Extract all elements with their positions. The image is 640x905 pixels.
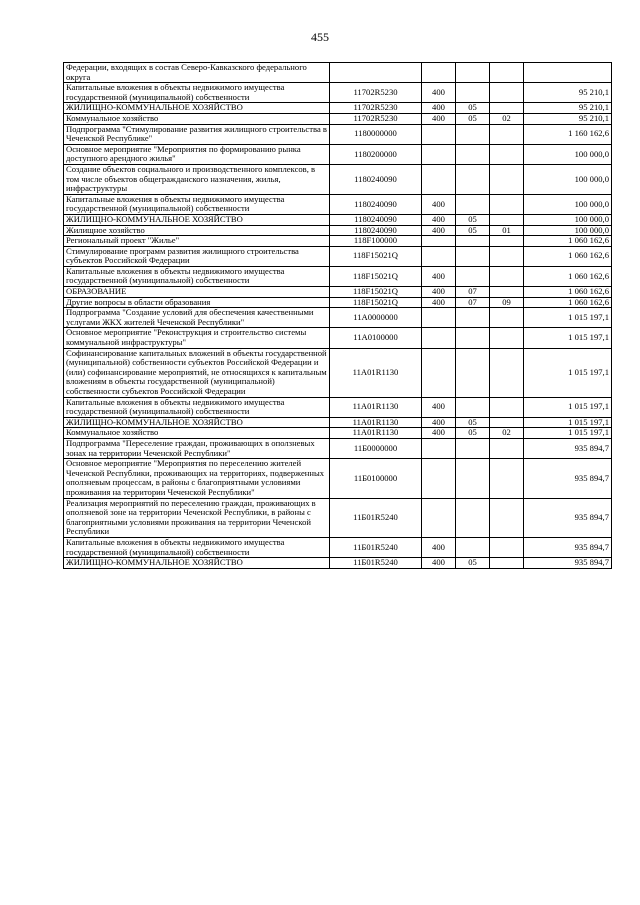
expense-type-code-cell [422,459,456,498]
subsection-code-cell [490,537,524,557]
row-name-cell: Основное мероприятие "Мероприятия по переселению жителей Чеченской Республики, проживающих на территориях, подверженных оползневым процессам, в районы с благоприятными условиями проживания на территории Чеченской Республики" [64,459,330,498]
expense-type-code-cell: 400 [422,297,456,308]
section-code-cell [456,328,490,348]
expense-type-code-cell [422,438,456,458]
table-row [64,537,612,557]
amount-cell: 935 894,7 [524,537,612,557]
amount-cell: 1 015 197,1 [524,397,612,417]
subsection-code-cell [490,236,524,247]
subsection-code-cell [490,558,524,569]
expense-type-code-cell: 400 [422,558,456,569]
row-name-cell: ЖИЛИЩНО-КОММУНАЛЬНОЕ ХОЗЯЙСТВО [64,103,330,114]
section-code-cell [456,537,490,557]
expense-type-code-cell [422,498,456,537]
section-code-cell: 07 [456,297,490,308]
target-article-code-cell: 1180200000 [330,144,422,164]
section-code-cell [456,164,490,194]
table-row [64,459,612,498]
subsection-code-cell: 09 [490,297,524,308]
target-article-code-cell: 11Б01R5240 [330,498,422,537]
section-code-cell: 07 [456,287,490,298]
subsection-code-cell [490,498,524,537]
amount-cell: 1 015 197,1 [524,308,612,328]
table-row [64,144,612,164]
expense-type-code-cell: 400 [422,287,456,298]
row-name-cell: Подпрограмма "Переселение граждан, проживающих в оползневых зонах на территории Чеченской Республики" [64,438,330,458]
row-name-cell: Коммунальное хозяйство [64,113,330,124]
table-row [64,328,612,348]
row-name-cell: Федерации, входящих в состав Северо-Кавказского федерального округа [64,63,330,83]
section-code-cell [456,124,490,144]
table-row [64,308,612,328]
target-article-code-cell: 11702R5230 [330,103,422,114]
target-article-code-cell: 1180000000 [330,124,422,144]
section-code-cell [456,498,490,537]
row-name-cell: ЖИЛИЩНО-КОММУНАЛЬНОЕ ХОЗЯЙСТВО [64,558,330,569]
amount-cell: 1 060 162,6 [524,246,612,266]
expense-type-code-cell: 400 [422,103,456,114]
expense-type-code-cell: 400 [422,113,456,124]
expense-type-code-cell [422,246,456,266]
budget-table [63,62,612,569]
amount-cell: 100 000,0 [524,144,612,164]
amount-cell: 100 000,0 [524,164,612,194]
section-code-cell [456,348,490,397]
expense-type-code-cell: 400 [422,225,456,236]
row-name-cell: Основное мероприятие "Реконструкция и строительство системы коммунальной инфраструктуры" [64,328,330,348]
target-article-code-cell: 11А01R1130 [330,417,422,428]
amount-cell: 1 060 162,6 [524,236,612,247]
section-code-cell [456,438,490,458]
table-row [64,246,612,266]
section-code-cell [456,266,490,286]
target-article-code-cell: 11Б01R5240 [330,558,422,569]
amount-cell: 100 000,0 [524,214,612,225]
table-body [64,63,612,569]
subsection-code-cell [490,328,524,348]
subsection-code-cell [490,103,524,114]
table-row [64,194,612,214]
subsection-code-cell: 02 [490,113,524,124]
expense-type-code-cell [422,63,456,83]
amount-cell: 100 000,0 [524,194,612,214]
subsection-code-cell [490,83,524,103]
target-article-code-cell: 118F100000 [330,236,422,247]
section-code-cell [456,308,490,328]
section-code-cell: 05 [456,103,490,114]
section-code-cell [456,459,490,498]
target-article-code-cell: 118F15021Q [330,297,422,308]
target-article-code-cell: 118F15021Q [330,266,422,286]
amount-cell: 1 060 162,6 [524,287,612,298]
table-row [64,287,612,298]
amount-cell [524,63,612,83]
row-name-cell: Коммунальное хозяйство [64,428,330,439]
table-row [64,498,612,537]
table-row [64,428,612,439]
target-article-code-cell: 1180240090 [330,194,422,214]
section-code-cell: 05 [456,113,490,124]
subsection-code-cell: 01 [490,225,524,236]
subsection-code-cell: 02 [490,428,524,439]
amount-cell: 1 060 162,6 [524,297,612,308]
table-row [64,113,612,124]
subsection-code-cell [490,308,524,328]
table-row [64,558,612,569]
amount-cell: 100 000,0 [524,225,612,236]
expense-type-code-cell [422,124,456,144]
page-number: 455 [311,30,329,44]
amount-cell: 1 160 162,6 [524,124,612,144]
target-article-code-cell: 11Б0100000 [330,459,422,498]
amount-cell: 1 015 197,1 [524,417,612,428]
subsection-code-cell [490,164,524,194]
subsection-code-cell [490,348,524,397]
target-article-code-cell: 11Б0000000 [330,438,422,458]
target-article-code-cell: 1180240090 [330,214,422,225]
section-code-cell [456,83,490,103]
table-row [64,348,612,397]
target-article-code-cell: 11А01R1130 [330,428,422,439]
amount-cell: 1 015 197,1 [524,428,612,439]
row-name-cell: Подпрограмма "Создание условий для обеспечения качественными услугами ЖКХ жителей Чеченской Республики" [64,308,330,328]
target-article-code-cell: 11А0100000 [330,328,422,348]
amount-cell: 95 210,1 [524,113,612,124]
expense-type-code-cell [422,308,456,328]
expense-type-code-cell: 400 [422,397,456,417]
target-article-code-cell: 1180240090 [330,164,422,194]
subsection-code-cell [490,438,524,458]
target-article-code-cell: 11702R5230 [330,83,422,103]
subsection-code-cell [490,397,524,417]
table-row [64,417,612,428]
section-code-cell: 05 [456,428,490,439]
row-name-cell: Подпрограмма "Стимулирование развития жилищного строительства в Чеченской Республике" [64,124,330,144]
table-row [64,266,612,286]
subsection-code-cell [490,63,524,83]
subsection-code-cell [490,266,524,286]
table-row [64,103,612,114]
section-code-cell: 05 [456,214,490,225]
amount-cell: 95 210,1 [524,103,612,114]
amount-cell: 1 015 197,1 [524,348,612,397]
subsection-code-cell [490,417,524,428]
row-name-cell: Основное мероприятие "Мероприятия по формированию рынка доступного арендного жилья" [64,144,330,164]
expense-type-code-cell: 400 [422,537,456,557]
target-article-code-cell: 118F15021Q [330,287,422,298]
section-code-cell [456,246,490,266]
row-name-cell: Капитальные вложения в объекты недвижимого имущества государственной (муниципальной) собственности [64,537,330,557]
subsection-code-cell [490,287,524,298]
section-code-cell [456,236,490,247]
section-code-cell: 05 [456,558,490,569]
target-article-code-cell: 11Б01R5240 [330,537,422,557]
expense-type-code-cell [422,144,456,164]
row-name-cell: ОБРАЗОВАНИЕ [64,287,330,298]
row-name-cell: Реализация мероприятий по переселению граждан, проживающих в оползневой зоне на территории Чеченской Республики, в районы с благоприятными условиями проживания на территории Чеченской Республики [64,498,330,537]
table-row [64,438,612,458]
target-article-code-cell: 118F15021Q [330,246,422,266]
expense-type-code-cell: 400 [422,214,456,225]
subsection-code-cell [490,144,524,164]
table-row [64,397,612,417]
table-row [64,164,612,194]
target-article-code-cell: 11702R5230 [330,113,422,124]
expense-type-code-cell: 400 [422,266,456,286]
row-name-cell: Создание объектов социального и производственного комплексов, в том числе объектов общегражданского назначения, жилья, инфраструктуры [64,164,330,194]
section-code-cell: 05 [456,225,490,236]
table-row [64,214,612,225]
section-code-cell [456,194,490,214]
target-article-code-cell: 11А0000000 [330,308,422,328]
amount-cell: 935 894,7 [524,498,612,537]
amount-cell: 935 894,7 [524,459,612,498]
section-code-cell [456,63,490,83]
table-row [64,124,612,144]
amount-cell: 1 015 197,1 [524,328,612,348]
row-name-cell: Другие вопросы в области образования [64,297,330,308]
row-name-cell: Жилищное хозяйство [64,225,330,236]
section-code-cell [456,397,490,417]
amount-cell: 1 060 162,6 [524,266,612,286]
subsection-code-cell [490,459,524,498]
row-name-cell: Региональный проект "Жилье" [64,236,330,247]
subsection-code-cell [490,194,524,214]
section-code-cell: 05 [456,417,490,428]
expense-type-code-cell: 400 [422,417,456,428]
expense-type-code-cell [422,348,456,397]
amount-cell: 95 210,1 [524,83,612,103]
target-article-code-cell: 11А01R1130 [330,397,422,417]
subsection-code-cell [490,246,524,266]
row-name-cell: ЖИЛИЩНО-КОММУНАЛЬНОЕ ХОЗЯЙСТВО [64,417,330,428]
expense-type-code-cell: 400 [422,194,456,214]
target-article-code-cell: 11А01R1130 [330,348,422,397]
table-row [64,297,612,308]
expense-type-code-cell [422,328,456,348]
target-article-code-cell [330,63,422,83]
amount-cell: 935 894,7 [524,558,612,569]
row-name-cell: Стимулирование программ развития жилищного строительства субъектов Российской Федерации [64,246,330,266]
expense-type-code-cell: 400 [422,428,456,439]
expense-type-code-cell [422,236,456,247]
expense-type-code-cell: 400 [422,83,456,103]
expense-type-code-cell [422,164,456,194]
subsection-code-cell [490,214,524,225]
table-row [64,236,612,247]
row-name-cell: Капитальные вложения в объекты недвижимого имущества государственной (муниципальной) собственности [64,194,330,214]
table-row [64,63,612,83]
row-name-cell: Софинансирование капитальных вложений в объекты государственной (муниципальной) собственности субъектов Российской Федерации и (или) софинансирование мероприятий, не относящихся к капитальным вложениям в объекты государственной (муниципальной) собственности субъектов Российской Федерации [64,348,330,397]
amount-cell: 935 894,7 [524,438,612,458]
row-name-cell: Капитальные вложения в объекты недвижимого имущества государственной (муниципальной) собственности [64,83,330,103]
table-row [64,225,612,236]
row-name-cell: Капитальные вложения в объекты недвижимого имущества государственной (муниципальной) собственности [64,397,330,417]
row-name-cell: ЖИЛИЩНО-КОММУНАЛЬНОЕ ХОЗЯЙСТВО [64,214,330,225]
subsection-code-cell [490,124,524,144]
table-row [64,83,612,103]
row-name-cell: Капитальные вложения в объекты недвижимого имущества государственной (муниципальной) собственности [64,266,330,286]
section-code-cell [456,144,490,164]
target-article-code-cell: 1180240090 [330,225,422,236]
